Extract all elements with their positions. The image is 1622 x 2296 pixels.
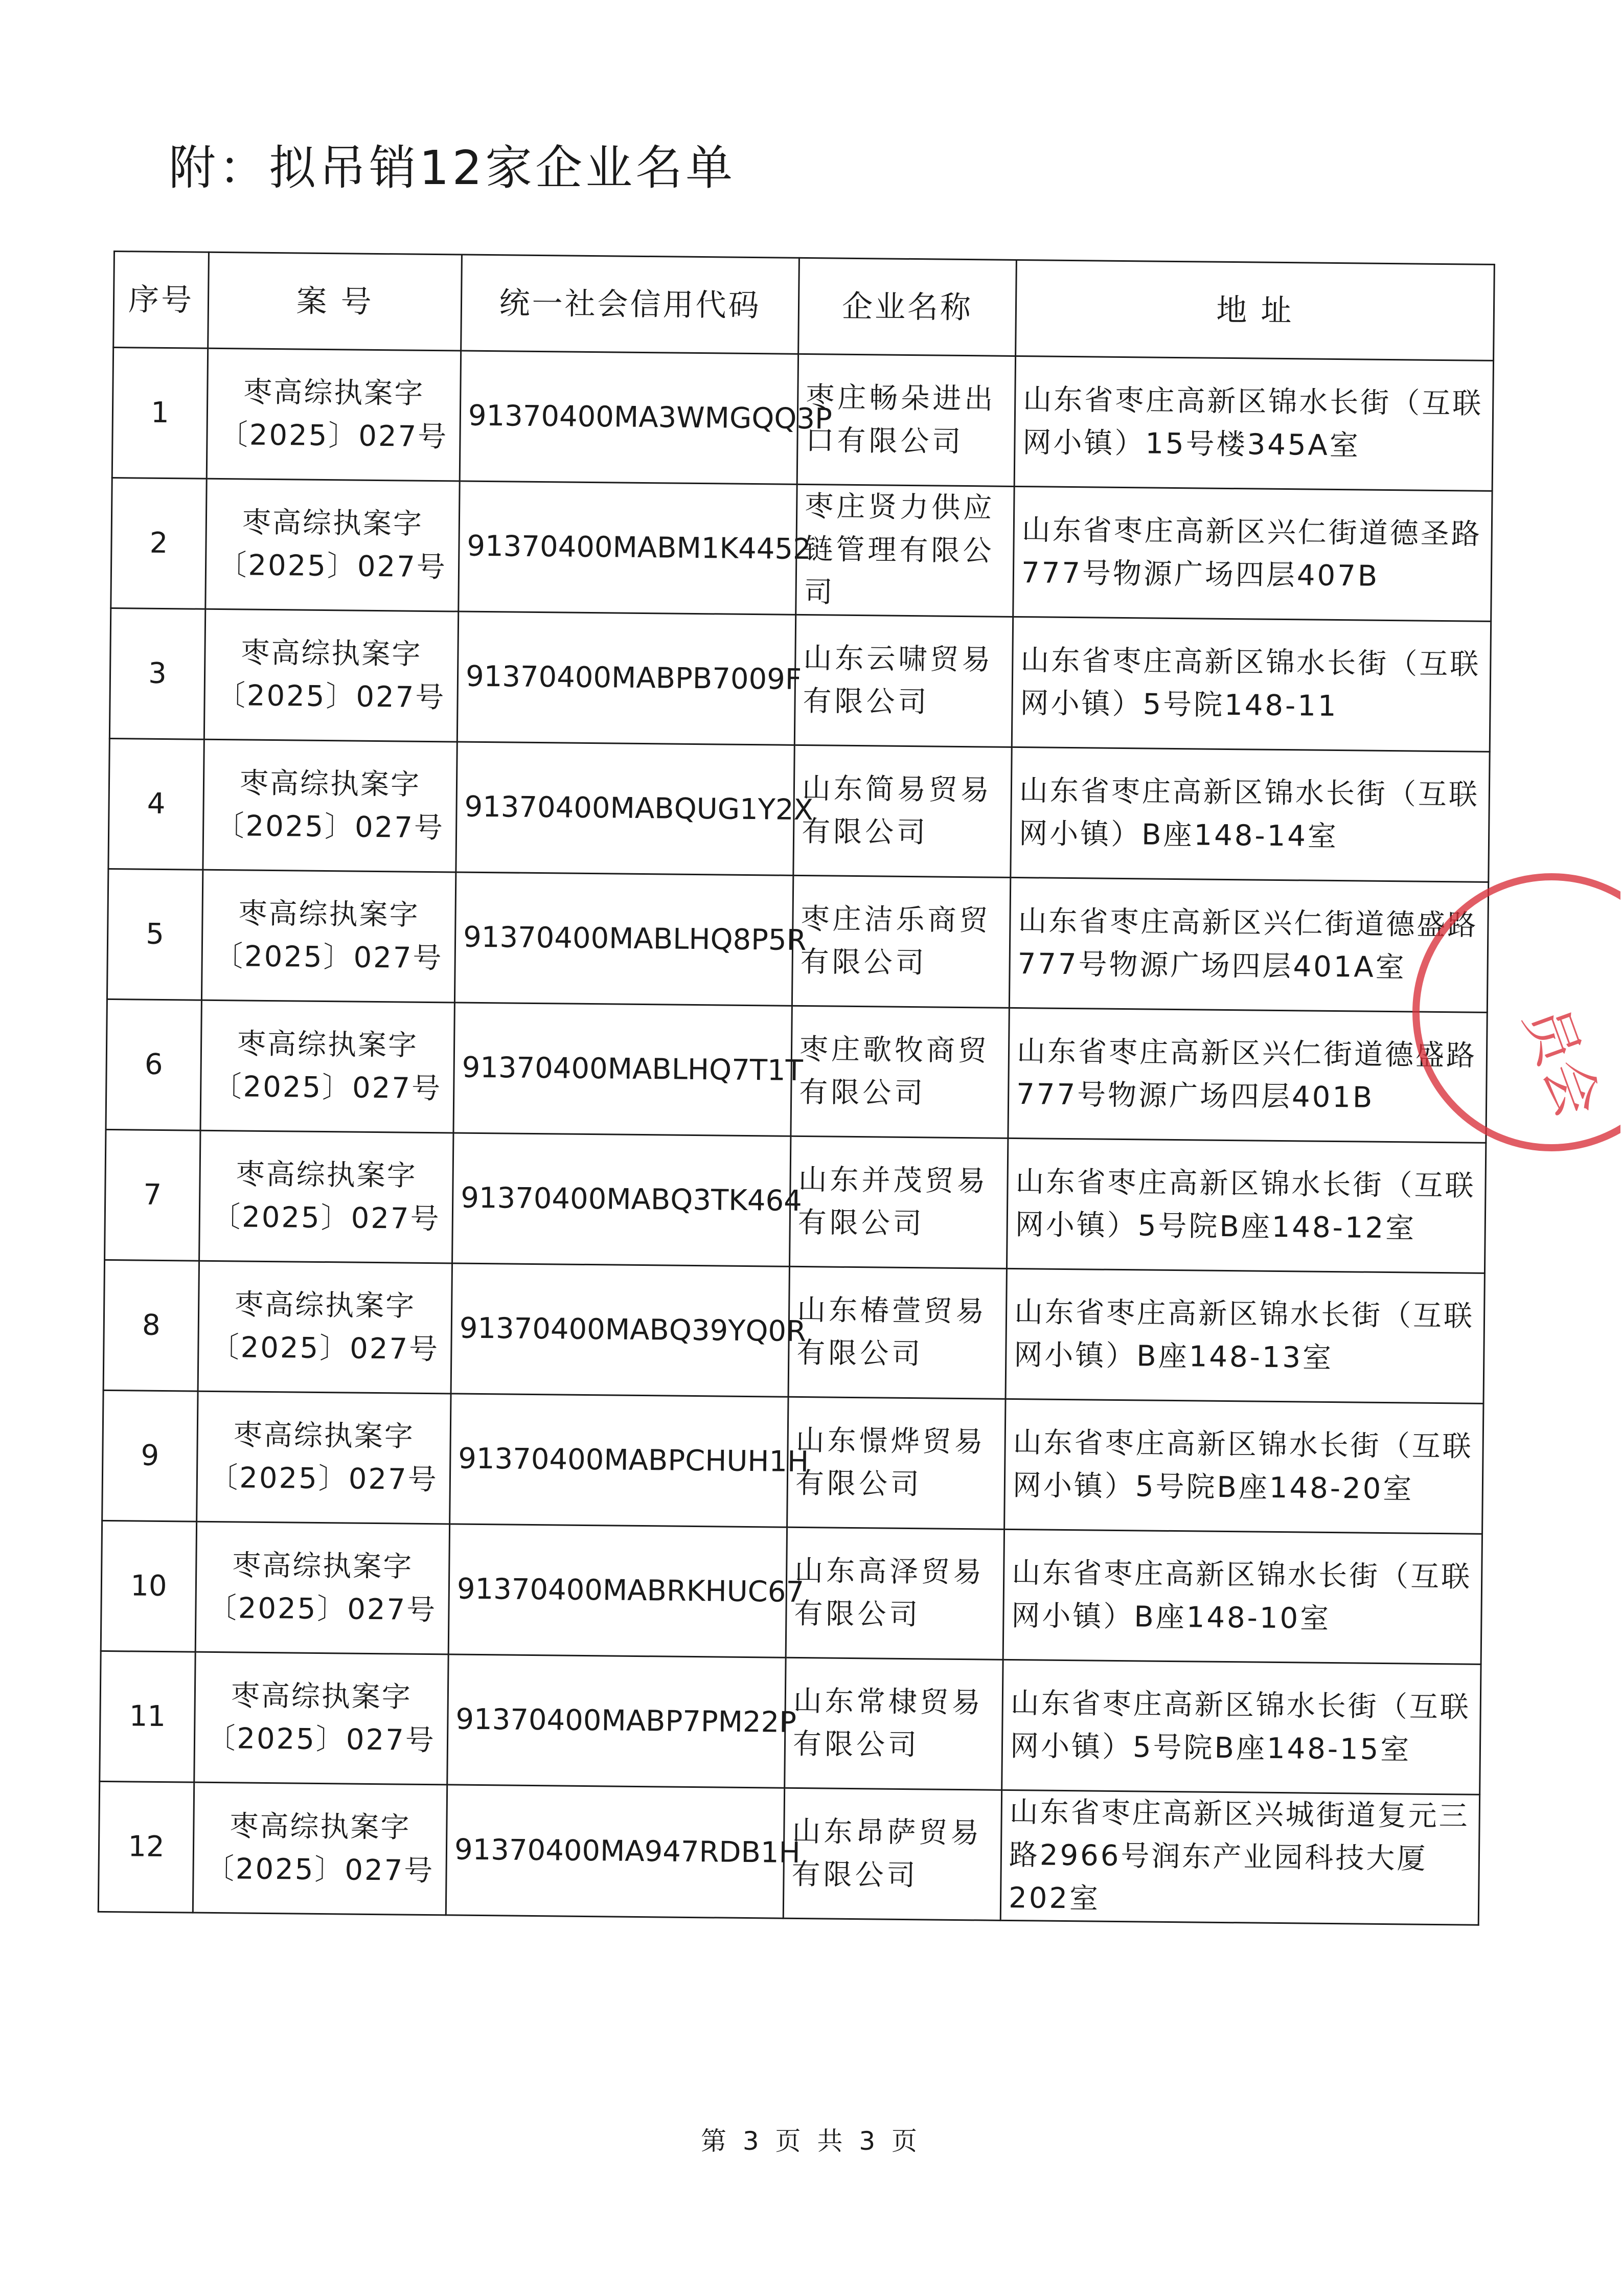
cell-address: 山东省枣庄高新区锦水长街（互联网小镇）5号院B座148-12室 bbox=[1007, 1138, 1486, 1273]
cell-address: 山东省枣庄高新区兴仁街道德圣路777号物源广场四层407B bbox=[1013, 486, 1492, 621]
cell-company: 枣庄贤力供应链管理有限公司 bbox=[796, 484, 1014, 617]
header-case-no: 案 号 bbox=[208, 252, 462, 351]
cell-index: 11 bbox=[100, 1651, 195, 1782]
cell-index: 4 bbox=[108, 738, 204, 870]
cell-address: 山东省枣庄高新区锦水长街（互联网小镇）5号院B座148-15室 bbox=[1002, 1660, 1481, 1794]
cell-company: 枣庄畅朵进出口有限公司 bbox=[797, 354, 1015, 486]
cell-company: 山东云啸贸易有限公司 bbox=[794, 615, 1013, 747]
cell-credit-code: 91370400MABQ3TK464 bbox=[452, 1133, 791, 1266]
cell-address: 山东省枣庄高新区锦水长街（互联网小镇）5号院148-11 bbox=[1012, 617, 1491, 752]
cell-company: 山东简易贸易有限公司 bbox=[793, 745, 1012, 877]
cell-credit-code: 91370400MABP7PM22P bbox=[447, 1654, 786, 1788]
table-row bbox=[108, 738, 1490, 882]
table-row bbox=[112, 348, 1493, 491]
seal-text: 员会 bbox=[1511, 997, 1612, 1126]
cell-case-no: 枣高综执案字〔2025〕027号 bbox=[195, 1521, 449, 1654]
cell-index: 6 bbox=[106, 999, 201, 1130]
cell-credit-code: 91370400MABM1K4452 bbox=[459, 481, 797, 615]
page-title: 附：拟吊销12家企业名单 bbox=[169, 141, 736, 195]
cell-index: 1 bbox=[112, 348, 208, 479]
cell-credit-code: 91370400MABRKHUC67 bbox=[448, 1524, 787, 1657]
header-index: 序号 bbox=[113, 252, 209, 349]
cell-address: 山东省枣庄高新区兴仁街道德盛路777号物源广场四层401A室 bbox=[1009, 877, 1488, 1012]
cell-company: 山东椿萱贸易有限公司 bbox=[788, 1266, 1007, 1399]
cell-case-no: 枣高综执案字〔2025〕027号 bbox=[204, 609, 458, 742]
cell-index: 3 bbox=[109, 608, 205, 739]
cell-company: 山东昂萨贸易有限公司 bbox=[783, 1788, 1001, 1920]
cell-case-no: 枣高综执案字〔2025〕027号 bbox=[199, 1130, 453, 1263]
cell-address: 山东省枣庄高新区锦水长街（互联网小镇）B座148-14室 bbox=[1011, 747, 1490, 882]
cell-case-no: 枣高综执案字〔2025〕027号 bbox=[207, 348, 461, 481]
cell-company: 山东憬烨贸易有限公司 bbox=[787, 1397, 1006, 1529]
table-row bbox=[106, 999, 1487, 1143]
cell-index: 2 bbox=[111, 478, 207, 609]
page-footer: 第 3 页 共 3 页 bbox=[700, 2126, 922, 2156]
cell-credit-code: 91370400MABLHQ7T1T bbox=[453, 1003, 792, 1136]
table-row bbox=[103, 1260, 1484, 1403]
cell-address: 山东省枣庄高新区锦水长街（互联网小镇）15号楼345A室 bbox=[1014, 356, 1493, 491]
cell-credit-code: 91370400MA947RDB1H bbox=[446, 1785, 784, 1918]
cell-company: 枣庄歌牧商贸有限公司 bbox=[791, 1006, 1009, 1138]
cell-credit-code: 91370400MABQ39YQ0R bbox=[451, 1263, 789, 1397]
cell-address: 山东省枣庄高新区兴城街道复元三路2966号润东产业园科技大厦202室 bbox=[1000, 1790, 1479, 1925]
table-row bbox=[100, 1651, 1481, 1794]
table-row bbox=[111, 478, 1492, 621]
cell-case-no: 枣高综执案字〔2025〕027号 bbox=[203, 739, 457, 872]
cell-case-no: 枣高综执案字〔2025〕027号 bbox=[197, 1391, 451, 1524]
cell-address: 山东省枣庄高新区锦水长街（互联网小镇）B座148-13室 bbox=[1006, 1268, 1484, 1403]
cell-case-no: 枣高综执案字〔2025〕027号 bbox=[194, 1652, 448, 1785]
cell-company: 山东常棣贸易有限公司 bbox=[785, 1657, 1003, 1790]
cell-index: 9 bbox=[102, 1390, 198, 1521]
cell-address: 山东省枣庄高新区锦水长街（互联网小镇）5号院B座148-20室 bbox=[1004, 1399, 1483, 1534]
header-address: 地 址 bbox=[1016, 260, 1495, 360]
cell-case-no: 枣高综执案字〔2025〕027号 bbox=[205, 479, 460, 611]
header-company: 企业名称 bbox=[798, 258, 1017, 356]
cell-case-no: 枣高综执案字〔2025〕027号 bbox=[198, 1261, 452, 1394]
company-list-table bbox=[98, 251, 1495, 1926]
cell-company: 山东高泽贸易有限公司 bbox=[786, 1527, 1004, 1660]
table-row bbox=[102, 1390, 1483, 1534]
table-row bbox=[105, 1129, 1486, 1273]
cell-company: 山东并茂贸易有限公司 bbox=[789, 1136, 1008, 1268]
table-row bbox=[109, 608, 1491, 752]
cell-index: 10 bbox=[101, 1520, 196, 1652]
cell-index: 5 bbox=[107, 869, 202, 1000]
header-credit-code: 统一社会信用代码 bbox=[461, 255, 799, 354]
table-row bbox=[98, 1781, 1479, 1925]
cell-address: 山东省枣庄高新区锦水长街（互联网小镇）B座148-10室 bbox=[1003, 1529, 1482, 1664]
table-row bbox=[101, 1520, 1482, 1664]
table-row bbox=[107, 869, 1488, 1012]
cell-credit-code: 91370400MA3WMGQQ3P bbox=[460, 351, 798, 484]
cell-index: 8 bbox=[103, 1260, 199, 1391]
cell-address: 山东省枣庄高新区兴仁街道德盛路777号物源广场四层401B bbox=[1008, 1008, 1487, 1143]
cell-case-no: 枣高综执案字〔2025〕027号 bbox=[201, 870, 455, 1003]
cell-credit-code: 91370400MABLHQ8P5R bbox=[454, 872, 793, 1006]
cell-case-no: 枣高综执案字〔2025〕027号 bbox=[200, 1000, 454, 1133]
cell-index: 12 bbox=[98, 1781, 194, 1913]
table-header-row bbox=[113, 252, 1495, 361]
cell-index: 7 bbox=[105, 1129, 200, 1261]
cell-credit-code: 91370400MABQUG1Y2X bbox=[456, 742, 794, 875]
cell-case-no: 枣高综执案字〔2025〕027号 bbox=[193, 1782, 447, 1915]
cell-credit-code: 91370400MABPCHUH1H bbox=[450, 1394, 788, 1527]
cell-company: 枣庄洁乐商贸有限公司 bbox=[792, 875, 1010, 1008]
cell-credit-code: 91370400MABPB7009F bbox=[457, 611, 795, 745]
